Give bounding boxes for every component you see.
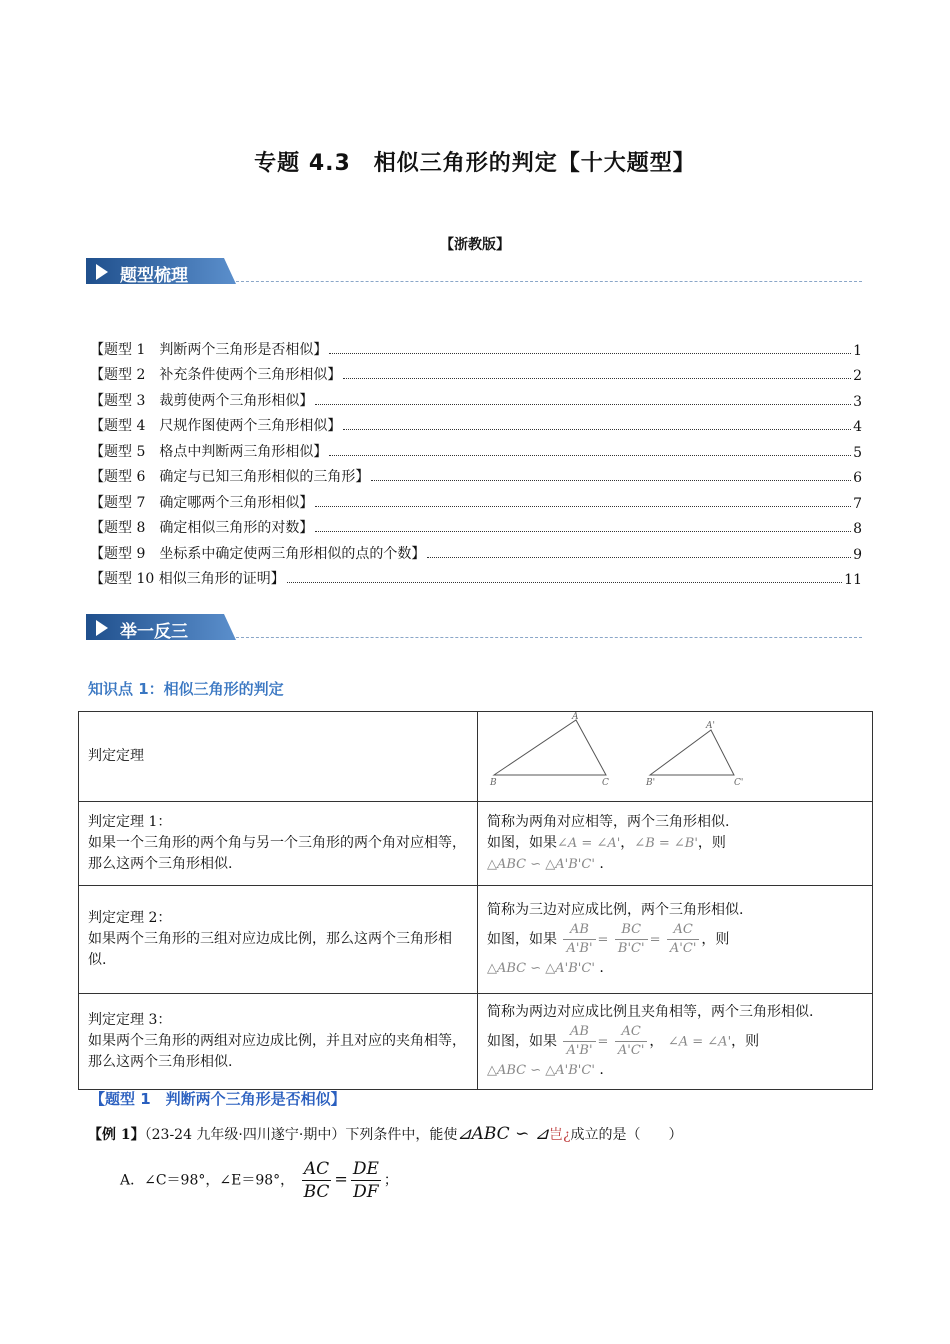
table-row	[79, 994, 873, 1090]
table-row	[79, 886, 873, 994]
triangles-figure	[478, 712, 872, 794]
toc-banner	[86, 258, 862, 290]
explanation-cell: 简称为三边对应成比例，两个三角形相似. 如图，如果 $\frac{AB}{A'B'}$ = $\frac{BC}{B'C'}$ = $\frac{AC}{A'C'}$ ，则 △ABC ∽ △A'B'C' .	[478, 886, 873, 994]
svg-text:A: A	[572, 712, 579, 722]
example-1: 【例 1】（23-24 九年级·四川遂宁·期中）下列条件中，能使⊿ABC ∽ ⊿岂¿成立的是（ ）	[88, 1124, 683, 1144]
theorem-table	[78, 711, 873, 1090]
banner-title: 题型梳理	[120, 266, 188, 286]
edition-label: 【浙教版】	[440, 237, 510, 253]
divider	[236, 637, 862, 638]
toc-item[interactable]: 【题型 9 坐标系中确定使两三角形相似的点的个数】 9	[90, 545, 862, 563]
toc-item[interactable]: 【题型 3 裁剪使两个三角形相似】 3	[90, 392, 862, 410]
explanation-cell: 简称为两角对应相等，两个三角形相似. 如图，如果∠A = ∠A'，∠B = ∠B'，则 △ABC ∽ △A'B'C' .	[478, 802, 873, 886]
toc-item[interactable]: 【题型 6 确定与已知三角形相似的三角形】 6	[90, 469, 862, 486]
svg-text:C': C'	[734, 778, 744, 788]
toc-item[interactable]: 【题型 2 补充条件使两个三角形相似】 2	[90, 367, 862, 384]
svg-text:A': A'	[706, 721, 715, 731]
toc-item[interactable]: 【题型 10 相似三角形的证明】 11	[90, 571, 862, 588]
explanation-cell: 简称为两边对应成比例且夹角相等，两个三角形相似. 如图，如果 $\frac{AB}{A'B'}$ = $\frac{AC}{A'C'}$ ， ∠A = ∠A'，则 △ABC ∽ △A'B'C' .	[478, 994, 873, 1090]
toc-item[interactable]: 【题型 8 确定相似三角形的对数】 8	[90, 520, 862, 537]
toc-item[interactable]: 【题型 5 格点中判断两三角形相似】 5	[90, 443, 862, 461]
table-of-contents	[90, 333, 862, 588]
svg-text:B: B	[490, 778, 497, 788]
theorem-cell: 判定定理 1： 如果一个三角形的两个角与另一个三角形的两个角对应相等，那么这两个三角形相似.	[79, 802, 478, 886]
figure-cell	[478, 712, 873, 802]
divider	[236, 281, 862, 282]
option-a: A．∠C＝98°，∠E＝98°， $\frac{AC}{BC}$ = $\frac{DE}{DF}$ ；	[120, 1159, 398, 1202]
toc-item[interactable]: 【题型 4 尺规作图使两个三角形相似】 4	[90, 418, 862, 435]
banner-title: 举一反三	[120, 622, 188, 642]
toc-item[interactable]: 【题型 1 判断两个三角形是否相似】 1	[90, 341, 862, 359]
page-title: 专题 4.3 相似三角形的判定【十大题型】	[254, 151, 696, 176]
table-row	[79, 712, 873, 802]
theorem-cell: 判定定理 3： 如果两个三角形的两组对应边成比例，并且对应的夹角相等，那么这两个三角形相似.	[79, 994, 478, 1090]
theorem-cell: 判定定理 2： 如果两个三角形的三组对应边成比例，那么这两个三角形相似.	[79, 886, 478, 994]
svg-text:B': B'	[646, 778, 656, 788]
svg-text:C: C	[602, 778, 609, 788]
header-cell: 判定定理	[79, 712, 478, 802]
toc-item[interactable]: 【题型 7 确定哪两个三角形相似】 7	[90, 494, 862, 512]
table-row	[79, 802, 873, 886]
knowledge-heading: 知识点 1：相似三角形的判定	[88, 680, 284, 698]
practice-banner	[86, 614, 862, 646]
section-heading: 【题型 1 判断两个三角形是否相似】	[90, 1090, 346, 1108]
